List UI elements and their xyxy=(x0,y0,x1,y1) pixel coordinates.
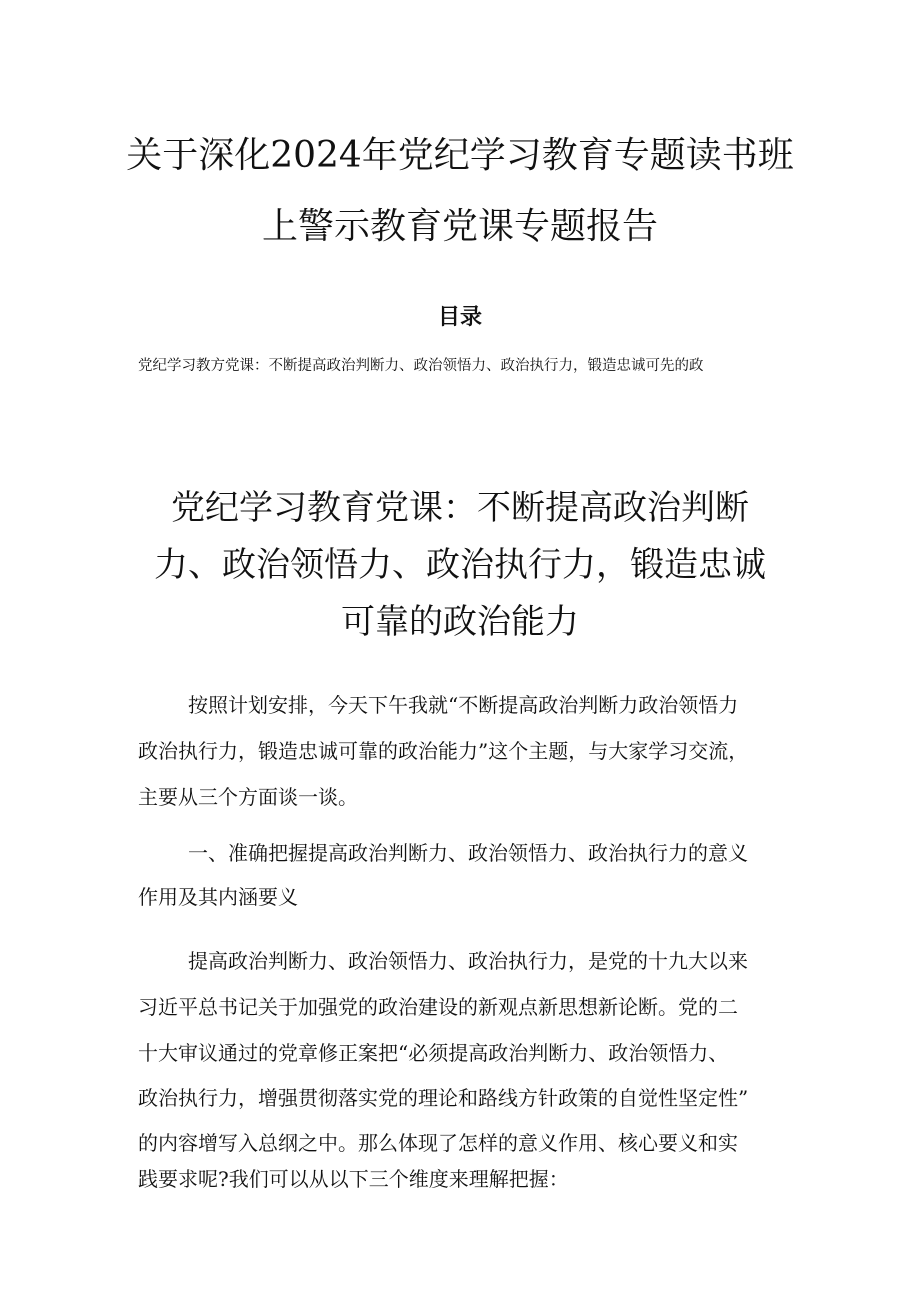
paragraph-2-line-4: 政治执行力，增强贯彻落实党的理论和路线方针政策的自觉性坚定性” xyxy=(138,1086,749,1110)
paragraph-2-line-5: 的内容增写入总纲之中。那么体现了怎样的意义作用、核心要义和实 xyxy=(138,1131,738,1155)
heading-1-line-1: 一、准确把握提高政治判断力、政治领悟力、政治执行力的意义 xyxy=(188,841,748,865)
document-title-line-1: 关于深化2024年党纪学习教育专题读书班 xyxy=(126,135,794,176)
toc-heading: 目录 xyxy=(437,305,482,330)
toc-entry-link[interactable]: 党纪学习教方党课：不断提高政治判断力、政治领悟力、政治执行力，锻造忠诚可先的政 xyxy=(138,358,704,374)
paragraph-1-line-3: 主要从三个方面谈一谈。 xyxy=(138,785,358,809)
document-title-line-2: 上警示教育党课专题报告 xyxy=(261,206,658,247)
section-title-line-1: 党纪学习教育党课：不断提高政治判断 xyxy=(171,488,749,528)
paragraph-1-line-1: 按照计划安排，今天下午我就“不断提高政治判断力政治领悟力 xyxy=(188,693,739,717)
paragraph-2-line-1: 提高政治判断力、政治领悟力、政治执行力，是党的十九大以来 xyxy=(188,949,748,973)
section-title-line-3: 可靠的政治能力 xyxy=(341,602,579,642)
paragraph-1-line-2: 政治执行力，锻造忠诚可靠的政治能力”这个主题，与大家学习交流， xyxy=(138,739,749,763)
paragraph-2-line-3: 十大审议通过的党章修正案把“必须提高政治判断力、政治领悟力、 xyxy=(138,1041,729,1065)
paragraph-2-line-6: 践要求呢?我们可以从以下三个维度来理解把握： xyxy=(138,1167,569,1191)
heading-1-line-2: 作用及其内涵要义 xyxy=(138,885,298,909)
section-title-line-2: 力、政治领悟力、政治执行力，锻造忠诚 xyxy=(154,545,766,585)
paragraph-2-line-2: 习近平总书记关于加强党的政治建设的新观点新思想新论断。党的二 xyxy=(138,995,738,1019)
